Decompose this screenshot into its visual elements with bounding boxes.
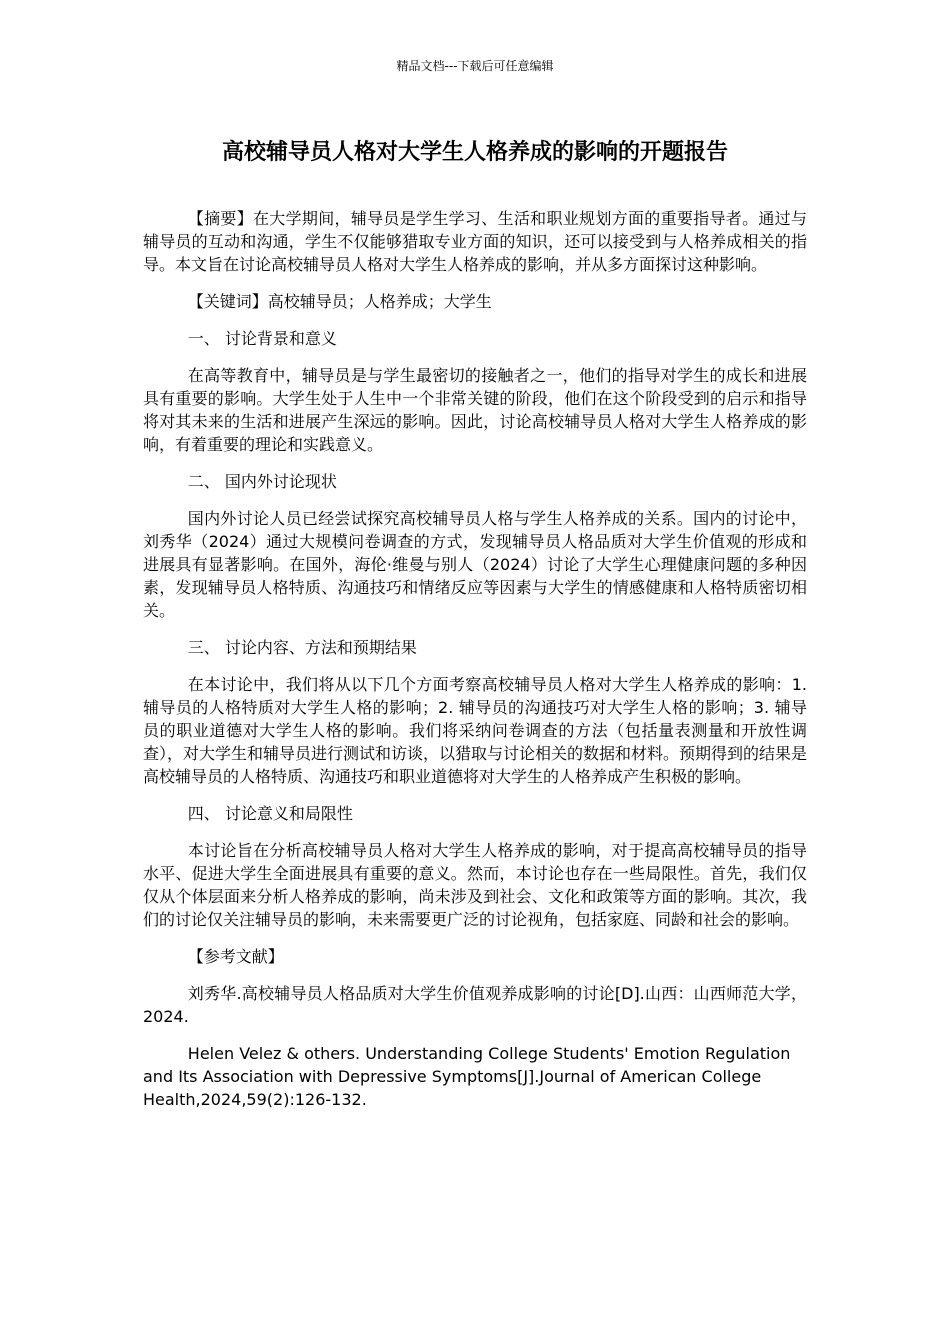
reference-item: 刘秀华.高校辅导员人格品质对大学生价值观养成影响的讨论[D].山西：山西师范大学，2024. xyxy=(143,984,807,1026)
document-title: 高校辅导员人格对大学生人格养成的影响的开题报告 xyxy=(221,140,728,165)
section-body: 在本讨论中，我们将从以下几个方面考察高校辅导员人格对大学生人格养成的影响：1. 辅导员的人格特质对大学生人格的影响；2. 辅导员的沟通技巧对大学生人格的影响；3. 辅导员的职业道德对大学生人格的影响。我们将采纳问卷调查的方法（包括量表测量和开放性调查），对大学生和辅导员进行测试和访谈，以猎取与讨论相关的数据和材料。预期得到的结果是高校辅导员的人格特质、沟通技巧和职业道德将对大学生的人格养成产生积极的影响。 xyxy=(143,675,808,786)
section-heading: 三、 讨论内容、方法和预期结果 xyxy=(187,638,417,657)
section-heading: 四、 讨论意义和局限性 xyxy=(187,804,353,823)
abstract-paragraph: 【摘要】在大学期间，辅导员是学生学习、生活和职业规划方面的重要指导者。通过与辅导员的互动和沟通，学生不仅能够猎取专业方面的知识，还可以接受到与人格养成相关的指导。本文旨在讨论高校辅导员人格对大学生人格养成的影响，并从多方面探讨这种影响。 xyxy=(143,209,807,274)
section-heading: 二、 国内外讨论现状 xyxy=(187,472,337,491)
section-body: 在高等教育中，辅导员是与学生最密切的接触者之一，他们的指导对学生的成长和进展具有重要的影响。大学生处于人生中一个非常关键的阶段，他们在这个阶段受到的启示和指导将对其未来的生活和进展产生深远的影响。因此，讨论高校辅导员人格对大学生人格养成的影响，有着重要的理论和实践意义。 xyxy=(143,366,807,454)
section-body: 本讨论旨在分析高校辅导员人格对大学生人格养成的影响，对于提高高校辅导员的指导水平、促进大学生全面进展具有重要的意义。然而，本讨论也存在一些局限性。首先，我们仅仅从个体层面来分析人格养成的影响，尚未涉及到社会、文化和政策等方面的影响。其次，我们的讨论仅关注辅导员的影响，未来需要更广泛的讨论视角，包括家庭、同龄和社会的影响。 xyxy=(143,841,807,929)
document-body xyxy=(143,207,807,1125)
section-body: 国内外讨论人员已经尝试探究高校辅导员人格与学生人格养成的关系。国内的讨论中，刘秀华（2024）通过大规模问卷调查的方式，发现辅导员人格品质对大学生价值观的形成和进展具有显著影响。在国外，海伦·维曼与别人（2024）讨论了大学生心理健康问题的多种因素，发现辅导员人格特质、沟通技巧和情绪反应等因素与大学生的情感健康和人格特质密切相关。 xyxy=(143,509,807,620)
section-heading: 一、 讨论背景和意义 xyxy=(187,329,337,348)
header-note: 精品文档---下载后可任意编辑 xyxy=(396,59,554,73)
references-heading: 【参考文献】 xyxy=(187,947,284,966)
reference-item: Helen Velez & others. Understanding College Students' Emotion Regulation and Its Association with Depressive Symptoms[J].Journal of American College Health,2024,59(2):126-132. xyxy=(143,1044,791,1109)
keywords-line: 【关键词】高校辅导员；人格养成；大学生 xyxy=(187,292,492,311)
